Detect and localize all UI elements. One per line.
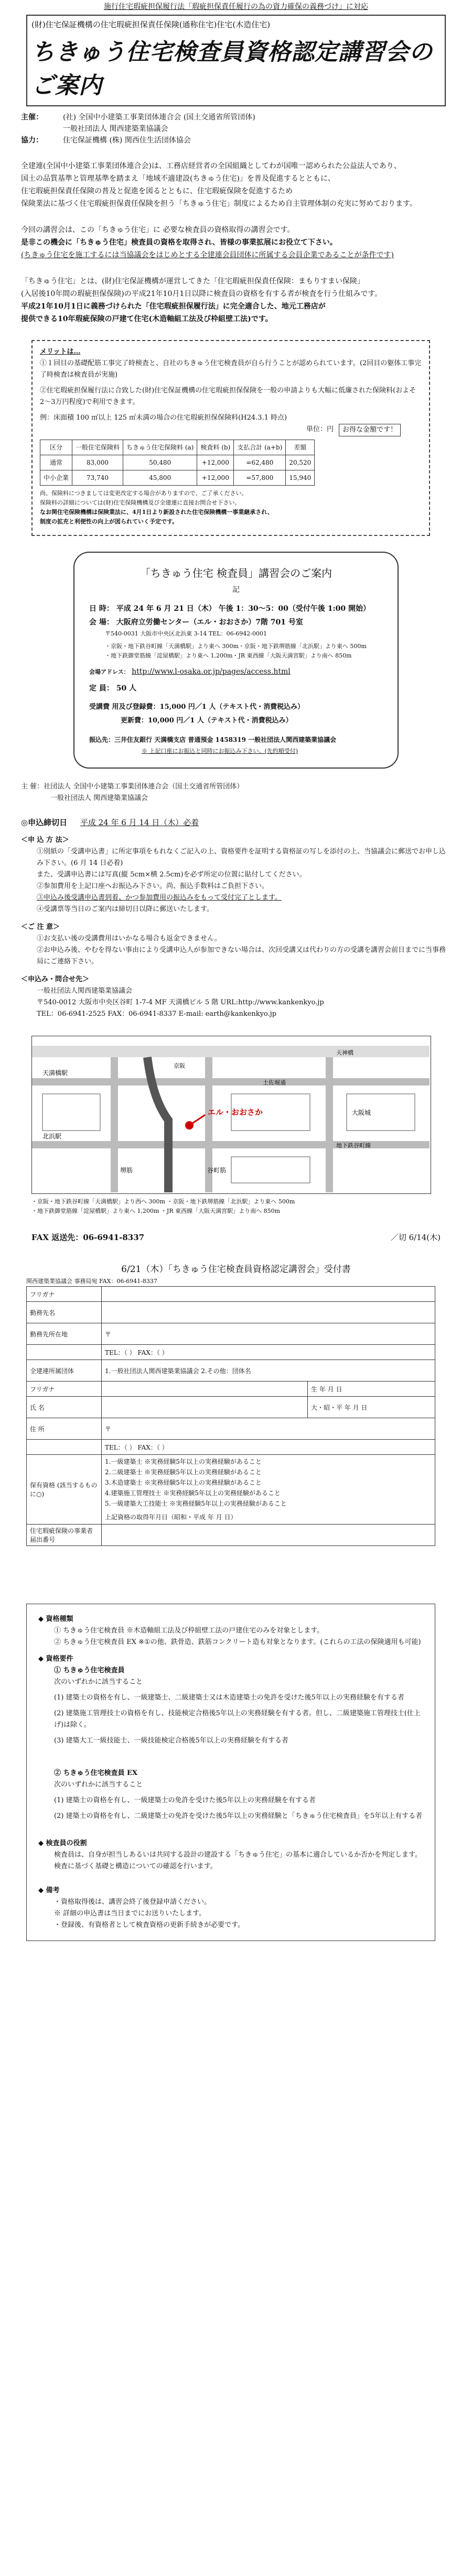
fee-line: 更新費：10,000 円／1 人（テキスト代・消費税込み）	[121, 717, 293, 725]
form-field[interactable]: TEL：（ ） FAX：（ ）	[102, 1345, 435, 1360]
form-label: 保有資格 (該当するものに○)	[27, 1455, 102, 1525]
map-graphic	[32, 1036, 430, 1192]
intro-line: 全建連(全国中小建築工事業団体連合会)は、工務店経営者の全国組織としてわが国唯一認められた公益法人であり、	[21, 162, 401, 170]
merit-item: ②住宅瑕疵担保履行法に合致した(財)住宅保証機構の住宅瑕疵担保保険を一般の申請よりも大幅に低廉された保険料(およそ2〜3万円程度)で利用できます。	[40, 387, 416, 406]
column-header: 支払合計 (a+b)	[234, 440, 286, 455]
merit-note: なお関住宅保険機構は保険業法に、4月1日より新設された住宅保険機構一事業継承され、	[40, 509, 273, 516]
definition-line: 「ちきゅう住宅」とは、(財)住宅保証機構が運営してきた「住宅瑕疵担保責任保険：まもりすまい保険」	[21, 277, 364, 286]
map-venue-label: エル・おおさか	[208, 1108, 263, 1117]
form-row	[27, 1287, 435, 1302]
flyer-page	[21, 0, 451, 2576]
application-heading: ＜申 込 方 法＞	[21, 836, 69, 844]
organizer-row	[21, 135, 451, 146]
intro-line: 住宅瑕疵担保責任保険の普及と促進を図るとともに、住宅瑕疵保険を促進するため	[21, 187, 293, 195]
form-field[interactable]	[102, 1382, 308, 1397]
notice-title: 「ちきゅう住宅 検査員」講習会のご案内	[140, 567, 332, 579]
course-paragraph	[21, 224, 451, 261]
table-cell: 15,940	[286, 470, 315, 486]
req-subheading: ② ちきゅう住宅検査員 EX	[54, 1769, 138, 1777]
application-section	[21, 835, 451, 915]
form-label	[27, 1345, 102, 1360]
map-label: 土佐堀通	[263, 1079, 286, 1086]
contact-line: TEL：06-6941-2525 FAX：06-6941-8337 E-mail: earth@kankenkyo.jp	[37, 1010, 277, 1018]
title-box	[26, 15, 446, 106]
capacity-label: 定 員：	[89, 684, 114, 693]
map-label: 地下鉄谷町線	[336, 1142, 371, 1149]
form-row	[27, 1397, 435, 1418]
map-label: 堺筋	[120, 1167, 133, 1174]
form-label: 氏 名	[27, 1397, 102, 1418]
organizer-label: 協力：	[21, 136, 43, 145]
map-label: 谷町筋	[207, 1167, 227, 1174]
caution-section	[21, 922, 451, 968]
notice-venue	[89, 616, 383, 629]
req-remark: ・登録後、有資格者として検査資格の更新手続きが必要です。	[54, 1921, 244, 1929]
deadline-label: ◎申込締切日	[21, 818, 68, 827]
table-cell: 通常	[40, 455, 72, 470]
notice-ki: 記	[232, 586, 240, 594]
venue-url-row	[89, 665, 383, 678]
cert-option[interactable]: 2.二級建築士 ※実務経験5年以上の実務経験があること	[105, 1468, 262, 1476]
access-line: ・京阪・地下鉄谷町線「天満橋駅」より東へ 300m・京阪・地下鉄堺筋線「北浜駅」より東へ 500m	[105, 643, 367, 650]
merit-note: 制度の拡充と利便性の向上が図られていく予定です。	[40, 518, 178, 525]
form-row	[27, 1382, 435, 1397]
organizer-label: 主催：	[21, 113, 43, 122]
map-caption-line: ・地下鉄御堂筋線「淀屋橋駅」より東へ 1,200m ・JR 東西線「大阪天満宮駅」より南へ 850m	[31, 1208, 281, 1214]
req-item: ① ちきゅう住宅検査員 ※木造軸組工法及び枠組壁工法の戸建住宅のみを対象とします。	[54, 1627, 324, 1635]
course-line: (ちきゅう住宅を施工するには当協議会をはじめとする全建連会員団体に所属する会員企業であることが条件です)	[21, 251, 394, 259]
map-label: 天満橋駅	[42, 1069, 68, 1077]
req-heading: ◆ 備考	[38, 1887, 60, 1894]
application-item: また、受講申込書には写真(縦 5cm×横 2.5cm)を必ず所定の位置に貼付してください。	[37, 871, 306, 879]
table-cell: 20,520	[286, 455, 315, 470]
req-remark: ・資格取得後は、講習会終了後登録申請ください。	[54, 1898, 211, 1906]
table-row	[40, 470, 315, 486]
fax-row	[31, 1232, 441, 1243]
road-horizontal	[32, 1078, 430, 1086]
organizer-line: 主 催：社団法人 全国中小建築工事業団体連合会（国土交通省所管団体）	[21, 783, 244, 791]
capacity-row	[89, 682, 383, 695]
map-caption	[31, 1197, 451, 1216]
caution-heading: ＜ご 注 意＞	[21, 923, 60, 931]
cert-option[interactable]: 1.一級建築士 ※実務経験5年以上の実務経験があること	[105, 1458, 262, 1465]
req-item: (3) 建築大工一級技能士、一級技能検定合格後5年以上の実務経験を有する者	[54, 1737, 288, 1745]
form-field[interactable]: 〒	[102, 1418, 435, 1440]
requirements-box	[26, 1604, 435, 1941]
form-label: フリガナ	[27, 1287, 102, 1302]
organizer-text: 住宅保証機構 (株) 関西住生活団体協会	[63, 136, 191, 145]
form-label	[27, 1440, 102, 1455]
venue-value: 大阪府立労働センター（エル・おおさか）7階 701 号室	[116, 618, 303, 627]
form-field[interactable]: 大・昭・平 年 月 日	[308, 1397, 435, 1418]
form-label: 全建連所属団体	[27, 1360, 102, 1382]
form-label: 住 所	[27, 1418, 102, 1440]
organizer-row	[21, 123, 451, 135]
table-cell: 50,480	[123, 455, 197, 470]
req-role: 検査員は、自身が担当しあるいは共同する設計の建設する「ちきゅう住宅」の基本に適合しているか否かを判定します。検査に基づく基礎と構造についての確認を行います。	[54, 1851, 422, 1870]
merit-heading: メリットは…	[40, 348, 81, 356]
table-cell: 45,800	[123, 470, 197, 486]
deadline-row	[21, 817, 451, 828]
req-heading: ◆ 検査員の役割	[38, 1839, 87, 1847]
form-field[interactable]: 1.一般社団法人関西建築業協議会 2.その他：団体名	[102, 1360, 435, 1382]
course-notice-box	[73, 552, 399, 769]
form-row	[27, 1525, 435, 1546]
merit-item: ①１回目の基礎配筋工事完了時検査と、自社のちきゅう住宅検査員が自ら行うことが認められています。(2回目の躯体工事完了時検査は検査員が実施)	[40, 359, 422, 379]
road-vertical	[111, 1057, 118, 1192]
intro-line: 保険業法に基づく住宅瑕疵担保責任保険を担う「ちきゅう住宅」制度によるため自主管理体制の充実に努めております。	[21, 200, 417, 208]
req-remark: ※ 詳細の申込書は当日までにお送りいたします。	[54, 1910, 206, 1917]
table-cell: =57,800	[234, 470, 286, 486]
road-vertical	[326, 1057, 333, 1192]
req-note: 次のいずれかに該当すること	[54, 1781, 143, 1789]
form-row	[27, 1440, 435, 1455]
form-row	[27, 1302, 435, 1323]
application-form	[26, 1286, 435, 1546]
access-map	[31, 1036, 431, 1194]
application-item: ③申込み後受講申込書到着、かつ参加費用の振込みをもって受付完了とします。	[37, 894, 282, 902]
cert-option[interactable]: 4.建築施工管理技士 ※実務経験5年以上の実務経験があること	[105, 1489, 281, 1497]
req-item: (2) 建築施工管理技士の資格を有し、技能検定合格後5年以上の実務経験を有する者。但し、二級建築施工管理技士(仕上げ)は除く。	[54, 1709, 421, 1729]
venue-address: 〒540-0031 大阪市中央区北浜東 3-14 TEL：06-6942-0001	[105, 630, 267, 637]
cert-option[interactable]: 3.木造建築士 ※実務経験5年以上の実務経験があること	[105, 1479, 262, 1486]
form-subtitle: 関西建築業協議会 事務局宛 FAX：06-6941-8337	[26, 1278, 157, 1285]
bank-note: ※ 上記口座にお振込と同時にお振込み下さい。(先約順受付)	[142, 748, 298, 754]
merit-notes	[40, 489, 422, 527]
unit-label: 単位：円	[306, 425, 334, 433]
datetime-value: 平成 24 年 6 月 21 日（木） 午後 1：30〜5：00（受付午後 1:00 開始）	[116, 605, 371, 613]
river-shape	[32, 1046, 430, 1057]
merit-box	[31, 340, 430, 536]
definition-line: (入居後10年間の瑕疵担保保険)の平成21年10月1日以降に検査員の資格を有する者が検査を行う仕組みです。	[21, 290, 382, 298]
form-row	[27, 1323, 435, 1345]
merit-note: 尚、保険料につきましては変更改定する場合がありますので、ご了承ください。	[40, 490, 248, 497]
url-label: 会場アドレス：	[89, 668, 130, 675]
req-item: (2) 建築士の資格を有し、二級建築士の免許を受けた後5年以上の実務経験と「ちきゅう住宅検査員」を5年以上有する者	[54, 1812, 423, 1820]
venue-url-link[interactable]: http://www.l-osaka.or.jp/pages/access.html	[132, 667, 291, 676]
organizer-text: 一般社団法人 関西建築業協議会	[63, 125, 168, 133]
definition-line: 平成21年10月1日に義務づけられた「住宅瑕疵担保履行法」に完全適合した、地元工務店が	[21, 302, 326, 311]
contact-line: 〒540-0012 大阪市中央区谷町 1-7-4 MF 天満橋ビル 5 階 URL:http://www.kankenkyo.jp	[37, 999, 324, 1006]
form-field[interactable]: TEL：（ ） FAX：（ ）	[102, 1440, 435, 1455]
req-item: (1) 建築士の資格を有し、一級建築士、二級建築士又は木造建築士の免許を受けた後5年以上の実務経験を有する者	[54, 1694, 404, 1702]
top-note: 施行住宅瑕疵担保履行法「瑕疵担保責任履行の為の資力確保の義務づけ」に対応	[104, 3, 368, 11]
application-item: ④受講票等当日のご案内は締切日以降に郵送いたします。	[37, 905, 213, 913]
title-subtitle: (財)住宅保証機構の住宅瑕疵担保責任保険(通称住宅)住宅(木造住宅)	[31, 20, 271, 29]
venue-label: 会 場：	[89, 618, 114, 627]
fee-table	[40, 440, 315, 486]
form-label: 勤務先名	[27, 1302, 102, 1323]
contact-section	[21, 974, 451, 1020]
map-label: 天神橋	[336, 1049, 353, 1056]
req-heading: ◆ 資格要件	[38, 1655, 73, 1663]
form-field[interactable]	[102, 1397, 308, 1418]
form-label: 勤務先所在地	[27, 1323, 102, 1345]
map-label: 北浜駅	[42, 1133, 62, 1140]
savings-badge: お得な金額です！	[339, 424, 401, 436]
definition-line: 提供できる10年瑕疵保険の戸建て住宅(木造軸組工法及び枠組壁工法)です。	[21, 315, 273, 323]
column-header: 区分	[40, 440, 72, 455]
column-header: 一般住宅保険料	[72, 440, 123, 455]
form-field[interactable]	[102, 1525, 435, 1546]
req-subheading: ① ちきゅう住宅検査員	[54, 1667, 125, 1674]
organizers	[21, 112, 451, 146]
organizer-label	[21, 123, 63, 135]
capacity-value: 50 人	[116, 684, 137, 693]
map-label: 大阪城	[352, 1109, 371, 1116]
bank-line: 振込先：三井住友銀行 天満橋支店 普通預金 1458319 一般社団法人関西建築業協議会	[89, 736, 337, 743]
req-item: (1) 建築士の資格を有し、一級建築士の免許を受けた後5年以上の実務経験を有する者	[54, 1796, 316, 1804]
contact-line: 一般社団法人関西建築業協議会	[37, 987, 133, 995]
caution-item: ②お申込み後、やむを得ない事由により受講申込人が参加できない場合は、次回受講又は代わりの方の受講を講習会前日までに当事務局にご連絡下さい。	[37, 946, 446, 966]
cert-date[interactable]: 上記資格の取得年月日（昭和・平成 年 月 日）	[105, 1514, 237, 1521]
column-header: ちきゅう住宅保険料 (a)	[123, 440, 197, 455]
intro-line: 国土の品質基準と管理基準を踏まえ「地域不適建設(ちきゅう住宅)」を普及促進するとともに、	[21, 174, 335, 183]
table-cell: =62,480	[234, 455, 286, 470]
table-cell: +12,000	[197, 470, 234, 486]
table-row	[40, 455, 315, 470]
form-label: 生 年 月 日	[308, 1382, 435, 1397]
map-label: 京阪	[174, 1062, 185, 1069]
access-line: ・地下鉄御堂筋線「淀屋橋駅」より東へ 1,200m・JR 東西線「大阪天満宮駅」より南へ 850m	[105, 652, 352, 659]
datetime-label: 日 時：	[89, 605, 114, 613]
req-heading: ◆ 資格種類	[38, 1615, 73, 1623]
course-line: 是非この機会に「ちきゅう住宅」検査員の資格を取得され、皆様の事業拡展にお役立て下さい。	[21, 238, 337, 247]
req-item: ② ちきゅう住宅検査員 EX ※①の他、鉄骨造、鉄筋コンクリート造も対象となります。(これらの工法の保険適用も可能)	[54, 1638, 421, 1646]
form-field[interactable]	[102, 1302, 435, 1323]
fee-example: 例：床面積 100 ㎡以上 125 ㎡未満の場合の住宅瑕疵担保保険料(H24.3.1 時点)	[40, 414, 287, 422]
contact-heading: ＜申込み・問合せ先＞	[21, 975, 90, 983]
column-header: 差額	[286, 440, 315, 455]
table-cell: 中小企業	[40, 470, 72, 486]
map-caption-line: ・京阪・地下鉄谷町線「天満橋駅」より西へ 300m ・京阪・地下鉄堺筋線「北浜駅」より東へ 500m	[31, 1198, 295, 1205]
fee-line: 受講費 用及び登録費：15,000 円／1 人（テキスト代・消費税込み）	[89, 703, 305, 711]
definition-paragraph	[21, 275, 451, 325]
cert-option[interactable]: 5.一級建築大工技能士 ※実務経験5年以上の実務経験があること	[105, 1500, 287, 1507]
form-label: 住宅瑕疵保険の事業者届出番号	[27, 1525, 102, 1546]
merit-note: 保険料の詳細については(財)住宅保険機構及び全建連に直接お問合せ下さい。	[40, 499, 241, 506]
table-cell: 83,000	[72, 455, 123, 470]
form-field[interactable]: 〒	[102, 1323, 435, 1345]
caution-item: ①お支払い後の受講費用はいかなる場合も返金できません。	[37, 935, 221, 942]
form-row	[27, 1455, 435, 1525]
fax-destination: FAX 返送先：06-6941-8337	[31, 1233, 145, 1242]
column-header: 検査料 (b)	[197, 440, 234, 455]
organizer-line: 一般社団法人 関西建築業協議会	[50, 794, 148, 802]
notice-datetime	[89, 602, 383, 616]
fax-deadline: ／切 6/14(木)	[390, 1233, 441, 1242]
form-label: フリガナ	[27, 1382, 102, 1397]
intro-paragraph	[21, 160, 451, 210]
course-line: 今回の講習会は、この「ちきゅう住宅」に 必要な検査員の資格取得の講習会です。	[21, 226, 295, 234]
table-cell: 73,740	[72, 470, 123, 486]
req-note: 次のいずれかに該当すること	[54, 1678, 143, 1686]
table-cell: +12,000	[197, 455, 234, 470]
form-row	[27, 1418, 435, 1440]
deadline-value: 平成 24 年 6 月 14 日（木）必着	[80, 818, 199, 827]
form-row	[27, 1345, 435, 1360]
organizer-text: (社) 全国中小建築工事業団体連合会 (国土交通省所管団体)	[63, 113, 255, 122]
cert-options[interactable]	[102, 1455, 435, 1525]
table-header-row	[40, 440, 315, 455]
organizer-row	[21, 112, 451, 123]
form-title: 6/21（木）「ちきゅう住宅検査員資格認定講習会」受付書	[121, 1264, 351, 1275]
application-item: ①別紙の「受講申込書」に所定事項をもれなくご記入の上、資格要件を証明する資格証の写しを添付の上、当協議会に郵送でお申し込み下さい。(6 月 14 日必着)	[37, 848, 446, 867]
main-title: ちきゅう住宅検査員資格認定講習会のご案内	[31, 39, 433, 99]
form-field[interactable]	[102, 1287, 435, 1302]
organizers-2	[21, 781, 451, 804]
application-item: ②参加費用を上記口座へお振込み下さい。尚、振込手数料はご負担下さい。	[37, 882, 269, 890]
form-row	[27, 1360, 435, 1382]
